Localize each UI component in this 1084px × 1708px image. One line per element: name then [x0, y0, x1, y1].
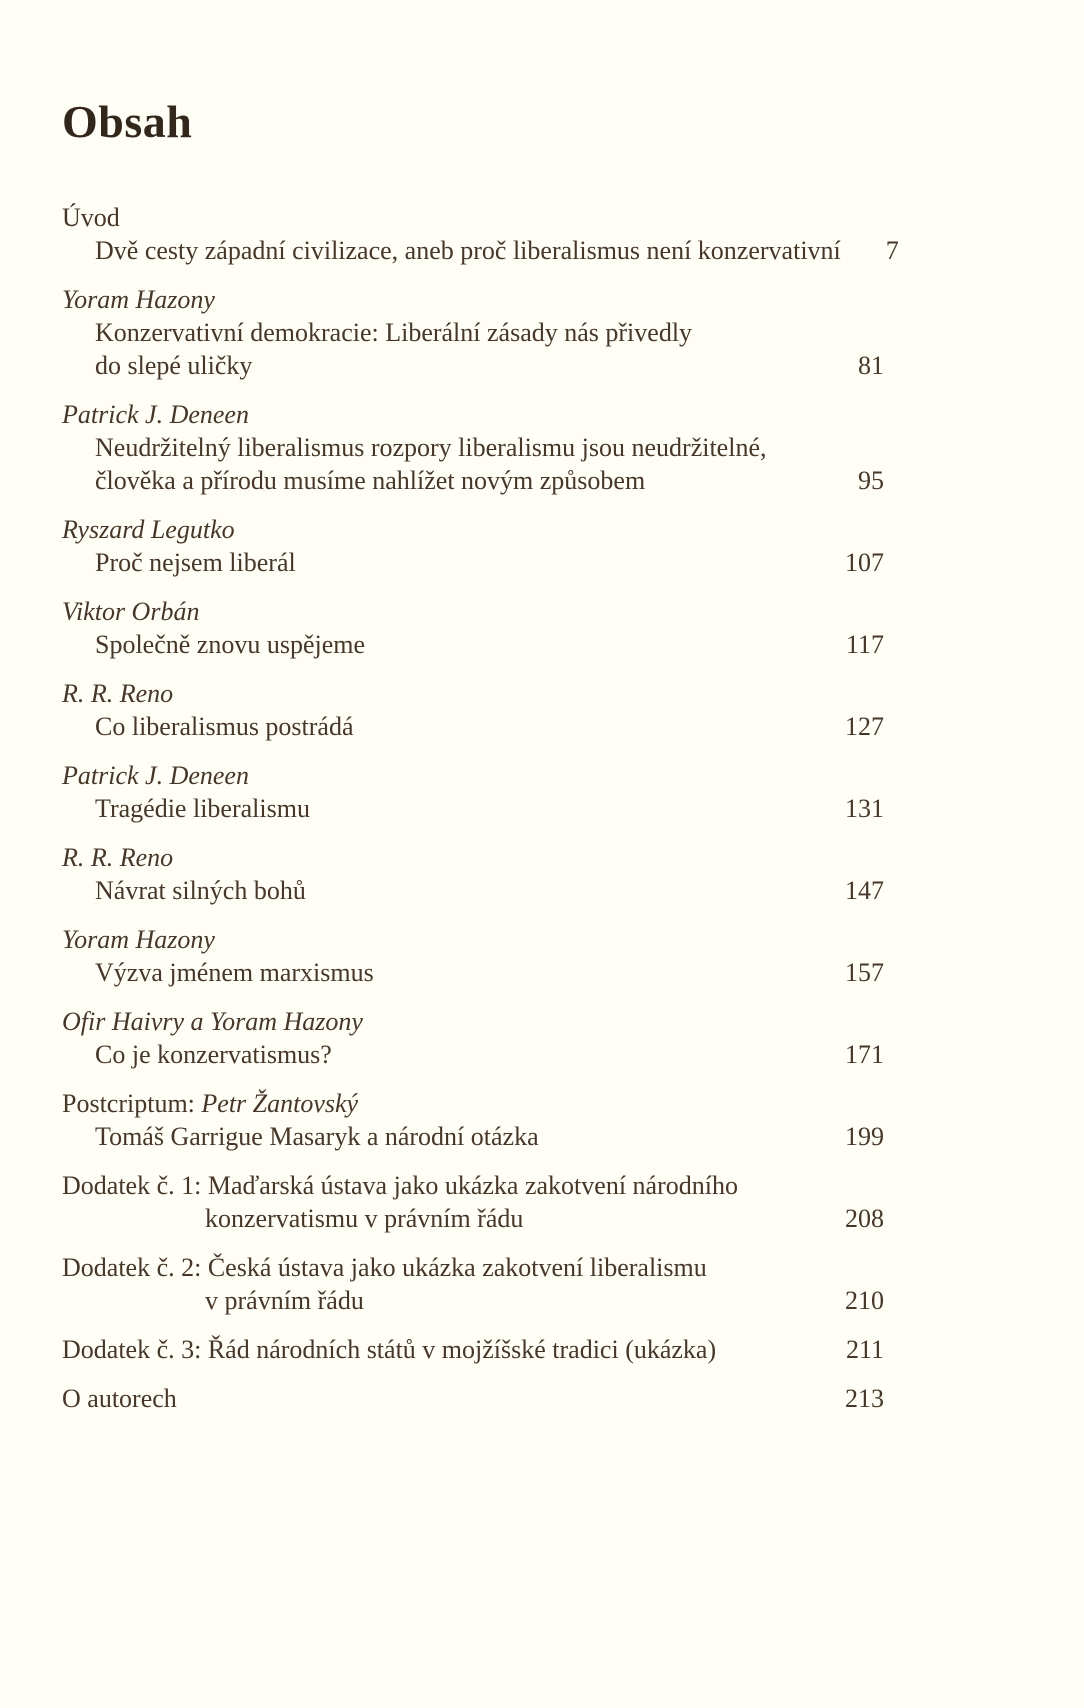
- toc-entry-title: O autorech: [62, 1384, 177, 1413]
- toc-section-heading: [62, 1087, 884, 1120]
- toc-entry-appendix: [62, 1169, 884, 1235]
- toc-author: Ryszard Legutko: [62, 515, 235, 544]
- toc-page-number: 81: [858, 351, 884, 380]
- toc-entry-title: člověka a přírodu musíme nahlížet novým způsobem: [95, 466, 646, 495]
- toc-entry-title: Návrat silných bohů: [95, 876, 306, 905]
- toc-entry-title: Co liberalismus postrádá: [95, 712, 354, 741]
- toc-section-heading: [62, 201, 884, 234]
- toc-line: [62, 956, 884, 989]
- section-label: Postcriptum:: [62, 1089, 202, 1118]
- toc-line: [62, 1038, 884, 1071]
- toc-entry-title: Dvě cesty západní civilizace, aneb proč liberalismus není konzervativní: [95, 236, 841, 265]
- toc-author: R. R. Reno: [62, 679, 174, 708]
- toc-line: [62, 1169, 884, 1202]
- toc-entry: [62, 1005, 884, 1071]
- toc-page-number: 213: [845, 1384, 884, 1413]
- toc-entry: [62, 677, 884, 743]
- toc-page-number: 157: [845, 958, 884, 987]
- toc-entry-title: Tragédie liberalismu: [95, 794, 310, 823]
- table-of-contents: [62, 201, 899, 1415]
- toc-entry: [62, 398, 884, 497]
- toc-page-number: 95: [858, 466, 884, 495]
- toc-line: [62, 546, 884, 579]
- toc-entry: [62, 1382, 884, 1415]
- toc-entry-title: konzervatismu v právním řádu: [205, 1204, 524, 1233]
- toc-page-number: 208: [845, 1204, 884, 1233]
- toc-page-number: 131: [845, 794, 884, 823]
- toc-entry-title: Dodatek č. 3: Řád národních států v mojžíšské tradici (ukázka): [62, 1335, 717, 1364]
- toc-page-number: 107: [845, 548, 884, 577]
- toc-line: [62, 1120, 884, 1153]
- toc-line: [62, 316, 884, 349]
- toc-entry-title: Dodatek č. 2: Česká ústava jako ukázka zakotvení liberalismu: [62, 1253, 707, 1282]
- toc-line: [62, 628, 884, 661]
- toc-entry-title: v právním řádu: [205, 1286, 364, 1315]
- toc-line: [62, 1382, 884, 1415]
- appendix-label: Dodatek č. 3:: [62, 1335, 208, 1364]
- toc-line: [62, 1251, 884, 1284]
- toc-page-number: 211: [845, 1335, 884, 1364]
- toc-entry-appendix: [62, 1333, 884, 1366]
- toc-author: Yoram Hazony: [62, 925, 215, 954]
- appendix-label: Dodatek č. 1:: [62, 1171, 208, 1200]
- toc-line: [62, 874, 884, 907]
- toc-page-number: 171: [845, 1040, 884, 1069]
- toc-entry-title: Dodatek č. 1: Maďarská ústava jako ukázka zakotvení národního: [62, 1171, 738, 1200]
- toc-entry: [62, 759, 884, 825]
- toc-line: [62, 710, 884, 743]
- toc-entry-title: Neudržitelný liberalismus rozpory liberalismu jsou neudržitelné,: [95, 433, 767, 462]
- toc-author: Viktor Orbán: [62, 597, 200, 626]
- page-title: Obsah: [62, 96, 193, 147]
- toc-author: Ofir Haivry a Yoram Hazony: [62, 1007, 363, 1036]
- toc-line: [62, 792, 884, 825]
- appendix-label: Dodatek č. 2:: [62, 1253, 208, 1282]
- toc-page-number: 127: [845, 712, 884, 741]
- toc-line: [62, 464, 884, 497]
- toc-entry-title: Výzva jménem marxismus: [95, 958, 374, 987]
- toc-author: Yoram Hazony: [62, 285, 215, 314]
- toc-entry-title: Co je konzervatismus?: [95, 1040, 332, 1069]
- toc-page-number: 117: [845, 630, 884, 659]
- toc-page-number: 147: [845, 876, 884, 905]
- toc-page-number: 210: [845, 1286, 884, 1315]
- toc-page-number: 199: [845, 1122, 884, 1151]
- toc-entry-title: Proč nejsem liberál: [95, 548, 296, 577]
- toc-line: [62, 1202, 884, 1235]
- toc-entry: [62, 595, 884, 661]
- toc-author: Petr Žantovský: [201, 1089, 359, 1118]
- toc-entry: [62, 841, 884, 907]
- toc-entry: [62, 923, 884, 989]
- toc-entry-appendix: [62, 1251, 884, 1317]
- toc-entry: [62, 283, 884, 382]
- toc-entry: [62, 201, 899, 267]
- toc-line: [62, 234, 899, 267]
- toc-entry-title: Společně znovu uspějeme: [95, 630, 366, 659]
- toc-page-number: 7: [885, 236, 899, 265]
- toc-author: Patrick J. Deneen: [62, 400, 249, 429]
- toc-entry-title: Tomáš Garrigue Masaryk a národní otázka: [95, 1122, 539, 1151]
- toc-line: [62, 1333, 884, 1366]
- toc-line: [62, 1284, 884, 1317]
- toc-author: R. R. Reno: [62, 843, 174, 872]
- section-label: Úvod: [62, 203, 120, 232]
- toc-line: [62, 431, 884, 464]
- toc-entry-title: do slepé uličky: [95, 351, 253, 380]
- toc-line: [62, 349, 884, 382]
- toc-entry-title: Konzervativní demokracie: Liberální zásady nás přivedly: [95, 318, 693, 347]
- toc-entry: [62, 1087, 884, 1153]
- toc-entry: [62, 513, 884, 579]
- toc-author: Patrick J. Deneen: [62, 761, 249, 790]
